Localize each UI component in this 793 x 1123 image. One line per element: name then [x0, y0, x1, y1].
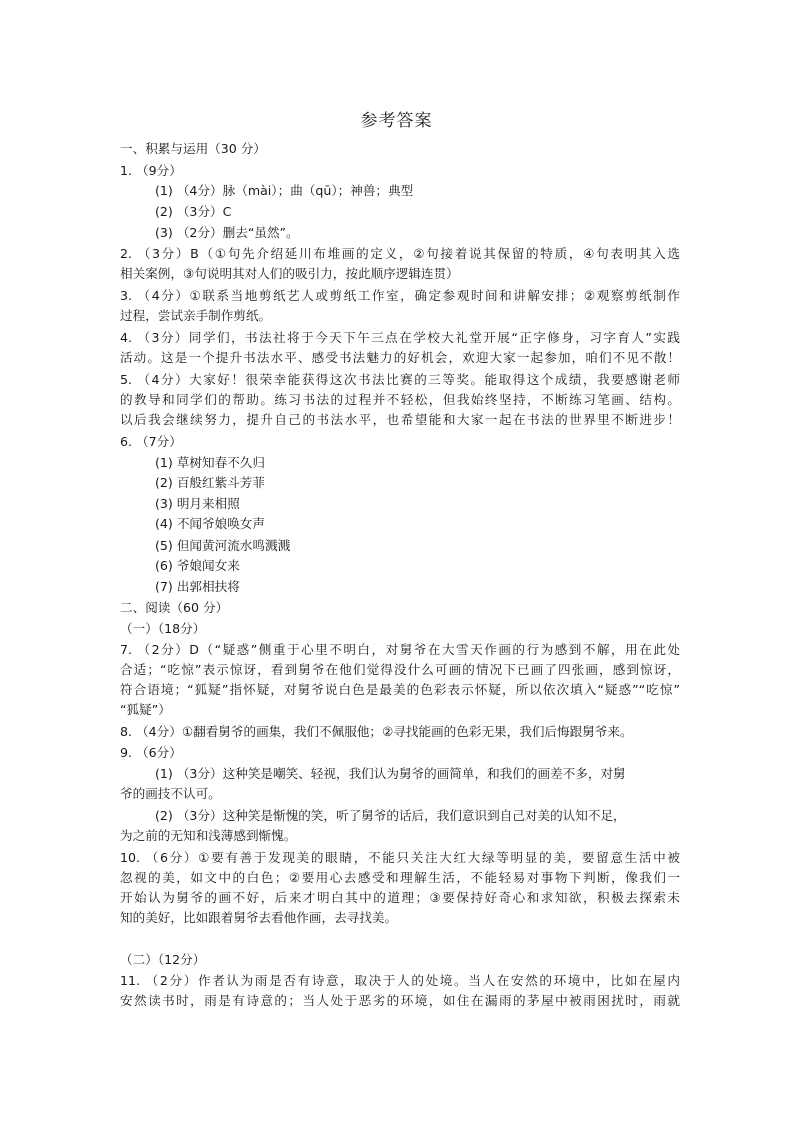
text-line: 合适；“吃惊”表示惊讶，看到舅爷在他们觉得没什么可画的情况下已画了四张画，感到惊讶，	[120, 662, 680, 677]
page-title: 参考答案	[360, 111, 433, 131]
text-line: 9. （6分）	[120, 745, 182, 760]
text-line: 符合语境；“狐疑”指怀疑，对舅爷说白色是最美的色彩表示怀疑，所以依次填入“疑惑”“吃惊”	[120, 682, 680, 697]
text-line: 安然读书时，雨是有诗意的；当人处于恶劣的环境，如住在漏雨的茅屋中被雨困扰时，雨就	[120, 993, 680, 1008]
text-line: 10. （6分）①要有善于发现美的眼睛，不能只关注大红大绿等明显的美，要留意生活中被	[120, 850, 680, 865]
text-line: 爷的画技不认可。	[120, 786, 221, 801]
text-line: 知的美好，比如跟着舅爷去看他作画，去寻找美。	[120, 910, 398, 925]
text-line: 以后我会继续努力，提升自己的书法水平，也希望能和大家一起在书法的世界里不断进步！	[120, 412, 680, 427]
text-line: 二、阅读（60 分）	[120, 600, 229, 615]
text-line: 8. （4分）①翻看舅爷的画集，我们不佩服他；②寻找能画的色彩无果，我们后悔跟舅爷来。	[120, 724, 633, 739]
text-line: 的教导和同学们的帮助。练习书法的过程并不轻松，但我始终坚持，不断练习笔画、结构。	[120, 392, 680, 407]
text-line: (2) （3分）C	[155, 204, 232, 219]
text-line: 2. （3分）B（①句先介绍延川布堆画的定义，②句接着说其保留的特质，④句表明其入选	[120, 246, 680, 261]
text-line: 3. （4分）①联系当地剪纸艺人或剪纸工作室，确定参观时间和讲解安排；②观察剪纸制作	[120, 288, 680, 303]
text-line: 5. （4分）大家好！很荣幸能获得这次书法比赛的三等奖。能取得这个成绩，我要感谢老师	[120, 372, 680, 387]
text-line: 7. （2分）D（“疑惑”侧重于心里不明白，对舅爷在大雪天作画的行为感到不解，用在此处	[120, 642, 680, 657]
text-line: “狐疑”）	[120, 702, 171, 717]
text-line: (6) 爷娘闻女来	[155, 558, 240, 573]
text-line: (3) （2分）删去“虽然”。	[155, 225, 299, 240]
text-line: (4) 不闻爷娘唤女声	[155, 516, 265, 531]
text-line: (1) 草树知春不久归	[155, 455, 265, 470]
text-line: 6. （7分）	[120, 434, 182, 449]
text-line: (1) （4分）脉（mài）；曲（qū）；神兽；典型	[155, 183, 414, 198]
text-line: 11. （2分）作者认为雨是否有诗意，取决于人的处境。当人在安然的环境中，比如在屋内	[120, 973, 680, 988]
text-line: 活动。这是一个提升书法水平、感受书法魅力的好机会，欢迎大家一起参加，咱们不见不散！	[120, 350, 680, 365]
text-line: （一）（18分）	[120, 621, 206, 636]
text-line: 一、积累与运用（30 分）	[120, 141, 266, 156]
text-line: (2) （3分）这种笑是惭愧的笑，听了舅爷的话后，我们意识到自己对美的认知不足，	[155, 808, 626, 823]
text-line: (2) 百般红紫斗芳菲	[155, 475, 265, 490]
text-line: 过程，尝试亲手制作剪纸。	[120, 308, 272, 323]
text-line: (7) 出郭相扶将	[155, 579, 240, 594]
text-line: （二）（12分）	[120, 952, 206, 967]
text-line: (3) 明月来相照	[155, 496, 240, 511]
text-line: (5) 但闻黄河流水鸣溅溅	[155, 538, 291, 553]
text-line: 开始认为舅爷的画不好，后来才明白其中的道理；③要保持好奇心和求知欲，积极去探索未	[120, 890, 680, 905]
text-line: 忽视的美，如文中的白色；②要用心去感受和理解生活，不能轻易对事物下判断，像我们一	[120, 870, 680, 885]
text-line: (1) （3分）这种笑是嘲笑、轻视，我们认为舅爷的画简单，和我们的画差不多，对舅	[155, 766, 626, 781]
text-line: 1. （9分）	[120, 163, 182, 178]
text-line: 相关案例，③句说明其对人们的吸引力，按此顺序逻辑连贯）	[120, 266, 459, 281]
text-line: 为之前的无知和浅薄感到惭愧。	[120, 828, 297, 843]
text-line: 4. （3分）同学们，书法社将于今天下午三点在学校大礼堂开展“正字修身，习字育人”实践	[120, 330, 680, 345]
